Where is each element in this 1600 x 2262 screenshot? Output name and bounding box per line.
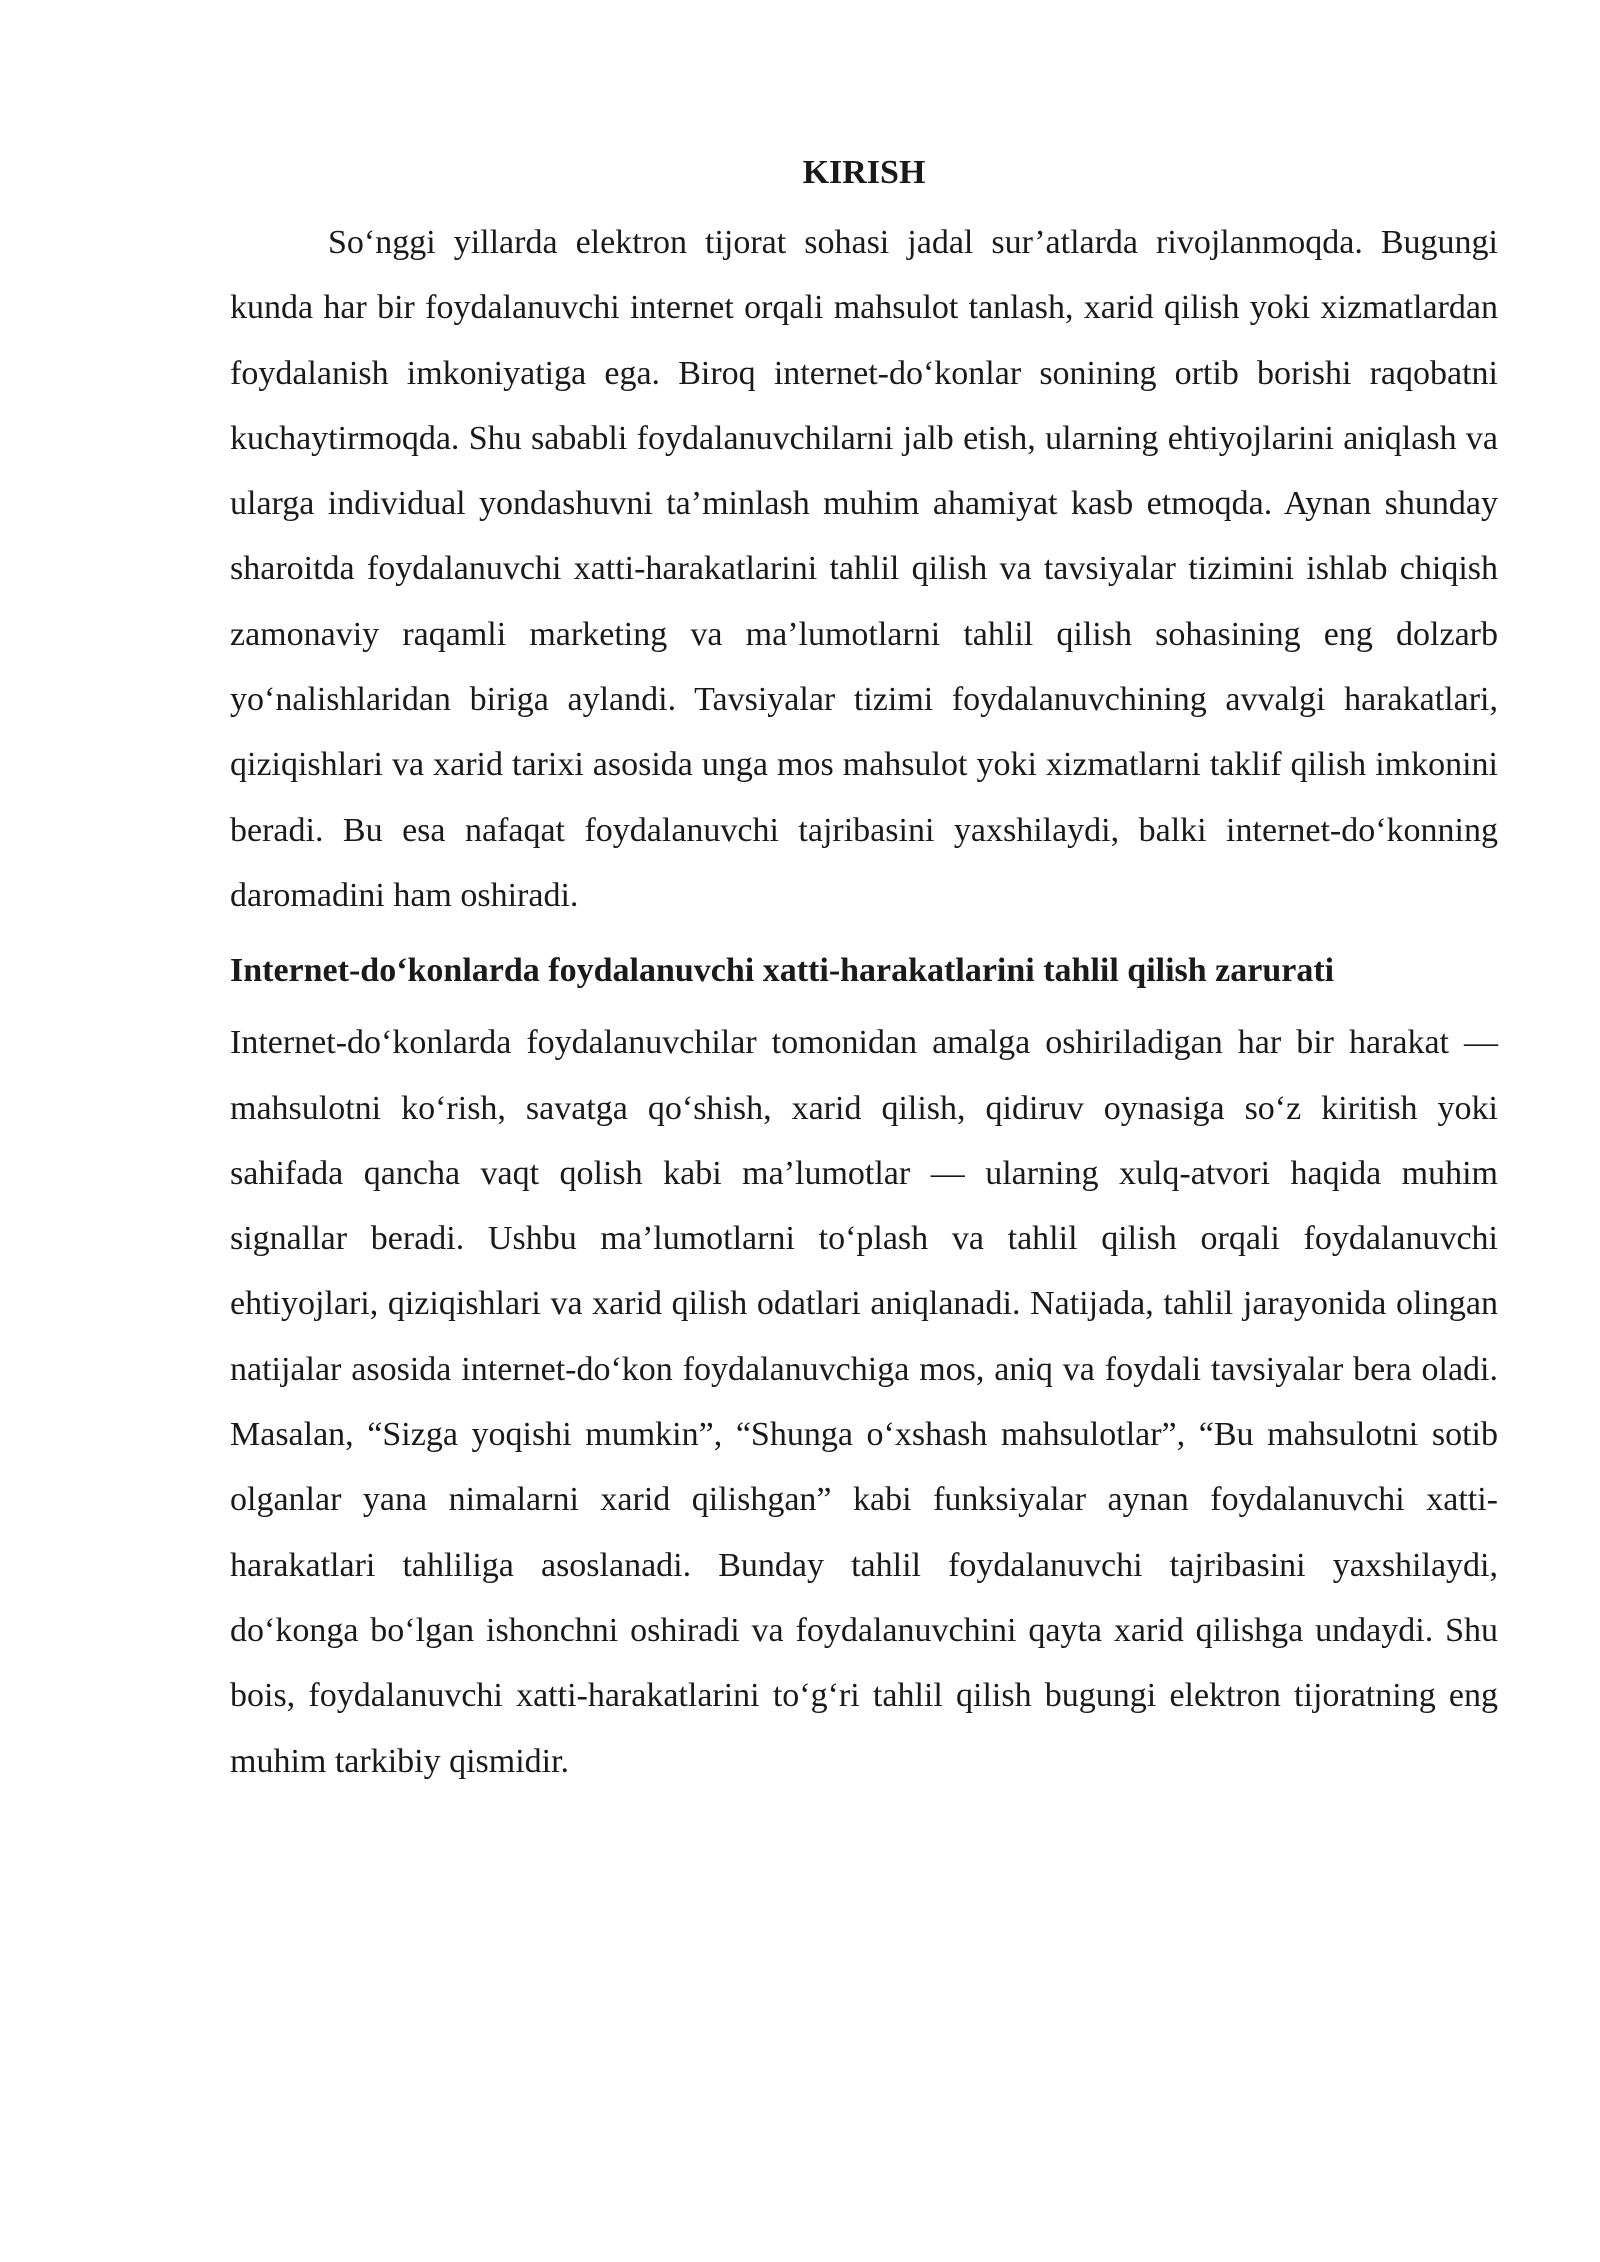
- section-paragraph: Internet-do‘konlarda foydalanuvchilar tomonidan amalga oshiriladigan har bir harakat — mahsulotni ko‘rish, savatga qo‘shish, xarid qilish, qidiruv oynasiga so‘z kiritish yoki sahifada qancha vaqt qolish kabi ma’lumotlar — ularning xulq-atvori haqida muhim signallar beradi. Ushbu ma’lumotlarni to‘plash va tahlil qilish orqali foydalanuvchi ehtiyojlari, qiziqishlari va xarid qilish odatlari aniqlanadi. Natijada, tahlil jarayonida olingan natijalar asosida internet-do‘kon foydalanuvchiga mos, aniq va foydali tavsiyalar bera oladi. Masalan, “Sizga yoqishi mumkin”, “Shunga o‘xshash mahsulotlar”, “Bu mahsulotni sotib olganlar yana nimalarni xarid qilishgan” kabi funksiyalar aynan foydalanuvchi xatti-harakatlari tahliliga asoslanadi. Bunday tahlil foydalanuvchi tajribasini yaxshilaydi, do‘konga bo‘lgan ishonchni oshiradi va foydalanuvchini qayta xarid qilishga undaydi. Shu bois, foydalanuvchi xatti-harakatlarini to‘g‘ri tahlil qilish bugungi elektron tijoratning eng muhim tarkibiy qismidir.: [230, 1024, 1498, 1780]
- intro-paragraph: So‘nggi yillarda elektron tijorat sohasi jadal sur’atlarda rivojlanmoqda. Bugungi kunda har bir foydalanuvchi internet orqali mahsulot tanlash, xarid qilish yoki xizmatlardan foydalanish imkoniyatiga ega. Biroq internet-do‘konlar sonining ortib borishi raqobatni kuchaytirmoqda. Shu sababli foydalanuvchilarni jalb etish, ularning ehtiyojlarini aniqlash va ularga individual yondashuvni ta’minlash muhim ahamiyat kasb etmoqda. Aynan shunday sharoitda foydalanuvchi xatti-harakatlarini tahlil qilish va tavsiyalar tizimini ishlab chiqish zamonaviy raqamli marketing va ma’lumotlarni tahlil qilish sohasining eng dolzarb yo‘nalishlaridan biriga aylandi. Tavsiyalar tizimi foydalanuvchining avvalgi harakatlari, qiziqishlari va xarid tarixi asosida unga mos mahsulot yoki xizmatlarni taklif qilish imkonini beradi. Bu esa nafaqat foydalanuvchi tajribasini yaxshilaydi, balki internet-do‘konning daromadini ham oshiradi.: [230, 224, 1498, 914]
- document-page: [230, 148, 1498, 1794]
- section-heading: Internet-do‘konlarda foydalanuvchi xatti-harakatlarini tahlil qilish zarurati: [230, 952, 1335, 990]
- page-title: KIRISH: [802, 154, 926, 191]
